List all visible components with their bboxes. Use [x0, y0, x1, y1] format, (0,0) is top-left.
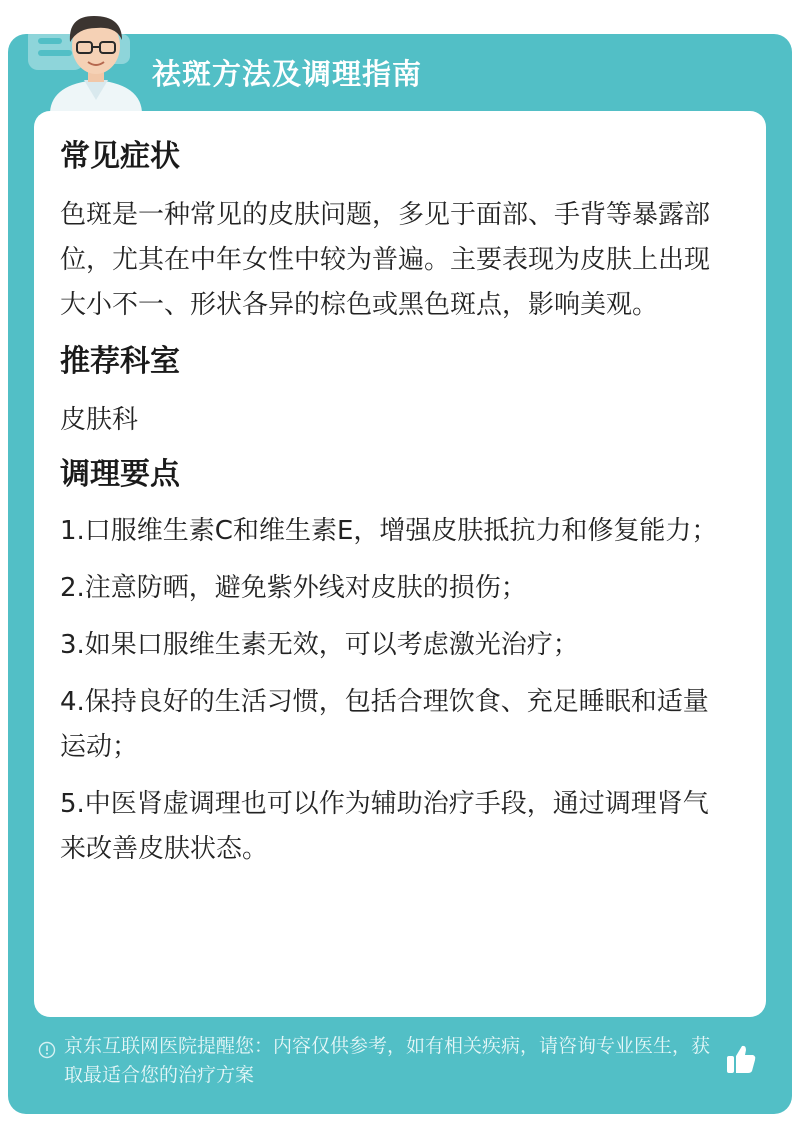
department-title: 推荐科室	[60, 344, 180, 379]
tips-title: 调理要点	[60, 457, 180, 492]
thumbs-up-icon[interactable]	[724, 1042, 758, 1076]
tips-list	[60, 509, 730, 872]
list-item: 2.注意防晒，避免紫外线对皮肤的损伤；	[60, 573, 527, 603]
disclaimer	[38, 1032, 728, 1090]
doctor-avatar	[36, 8, 156, 112]
list-item: 5.中医肾虚调理也可以作为辅助治疗手段，通过调理肾气来改善皮肤状态。	[60, 789, 709, 864]
list-item: 1.口服维生素C和维生素E，增强皮肤抵抗力和修复能力；	[60, 516, 718, 546]
symptoms-body: 色斑是一种常见的皮肤问题，多见于面部、手背等暴露部位，尤其在中年女性中较为普遍。主要表现为皮肤上出现大小不一、形状各异的棕色或黑色斑点，影响美观。	[60, 200, 711, 320]
symptoms-title: 常见症状	[60, 139, 180, 174]
content-card	[34, 111, 766, 1017]
disclaimer-text: 京东互联网医院提醒您：内容仅供参考，如有相关疾病，请咨询专业医生，获取最适合您的治疗方案	[64, 1035, 711, 1086]
info-icon	[38, 1041, 56, 1059]
page-title: 祛斑方法及调理指南	[152, 57, 423, 91]
department-body: 皮肤科	[60, 405, 139, 435]
list-item: 4.保持良好的生活习惯，包括合理饮食、充足睡眠和适量运动；	[60, 687, 709, 762]
list-item: 3.如果口服维生素无效，可以考虑激光治疗；	[60, 630, 579, 660]
